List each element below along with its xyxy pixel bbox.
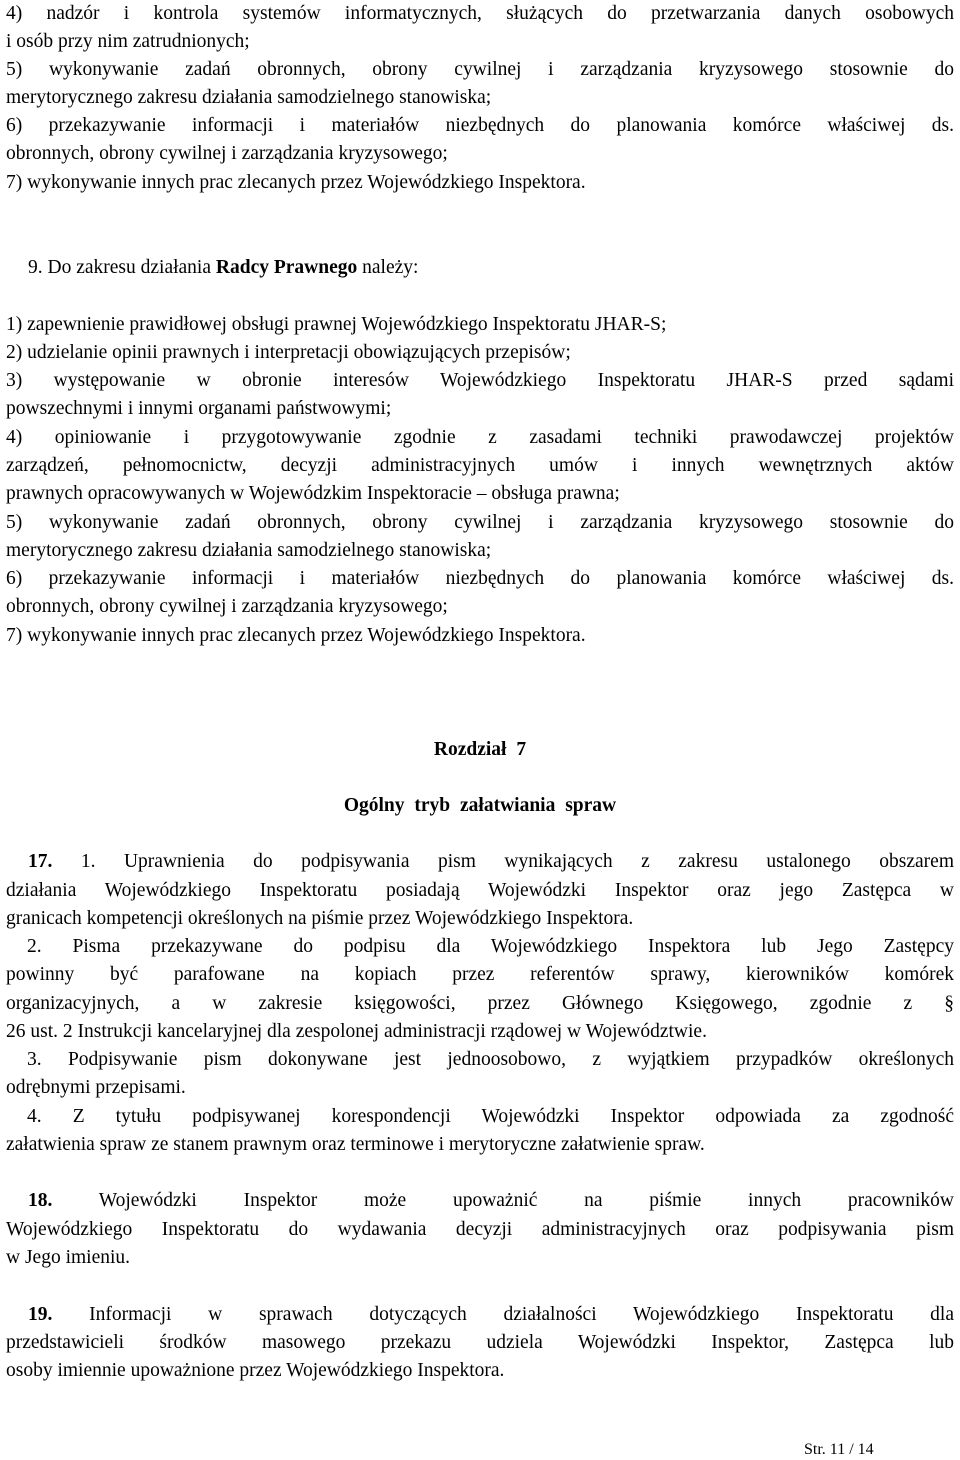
top-list-line: obronnych, obrony cywilnej i zarządzania kryzysowego; — [6, 143, 448, 164]
section-9-number: 9. — [28, 257, 43, 278]
section-17-line — [28, 848, 954, 876]
section-18-line — [28, 1187, 954, 1215]
section-19-line: przedstawicieli środków masowego przekazu udziela Wojewódzki Inspektor, Zastępca lub — [6, 1332, 954, 1353]
section-9-line: 4) opiniowanie i przygotowywanie zgodnie z zasadami techniki prawodawczej projektów — [6, 427, 954, 448]
section-9-line: obronnych, obrony cywilnej i zarządzania kryzysowego; — [6, 596, 448, 617]
section-18-number: 18. — [28, 1190, 53, 1211]
section-17-number: 17. — [28, 851, 53, 872]
section-19-line: osoby imiennie upoważnione przez Wojewódzkiego Inspektora. — [6, 1360, 505, 1381]
section-9-line: 6) przekazywanie informacji i materiałów niezbędnych do planowania komórce właściwej ds. — [6, 568, 954, 589]
section-9-intro: Do zakresu działania — [42, 257, 216, 278]
section-19-line — [28, 1301, 954, 1329]
section-17-line: 3. Podpisywanie pism dokonywane jest jednoosobowo, z wyjątkiem przypadków określonych — [27, 1049, 954, 1070]
section-9-role: Radcy Prawnego — [215, 257, 358, 278]
top-list-line: i osób przy nim zatrudnionych; — [6, 31, 250, 52]
top-list-line: 7) wykonywanie innych prac zlecanych przez Wojewódzkiego Inspektora. — [6, 172, 586, 193]
section-9-line: 2) udzielanie opinii prawnych i interpretacji obowiązujących przepisów; — [6, 342, 571, 363]
section-17-text: 1. Uprawnienia do podpisywania pism wynikających z zakresu ustalonego obszarem — [52, 851, 954, 872]
page-number: Str. 11 / 14 — [804, 1441, 874, 1458]
section-17-line: 26 ust. 2 Instrukcji kancelaryjnej dla zespolonej administracji rządowej w Województwie. — [6, 1021, 707, 1042]
section-17-line: granicach kompetencji określonych na piśmie przez Wojewódzkiego Inspektora. — [6, 908, 634, 929]
section-9-line: zarządzeń, pełnomocnictw, decyzji administracyjnych umów i innych wewnętrznych aktów — [6, 455, 954, 476]
section-9-heading — [28, 254, 954, 282]
section-17-line: organizacyjnych, a w zakresie księgowości, przez Głównego Księgowego, zgodnie z § — [6, 993, 954, 1014]
section-18-text: Wojewódzki Inspektor może upoważnić na piśmie innych pracowników — [52, 1190, 954, 1211]
top-list-line: 6) przekazywanie informacji i materiałów niezbędnych do planowania komórce właściwej ds. — [6, 115, 954, 136]
section-9-line: powszechnymi i innymi organami państwowymi; — [6, 398, 392, 419]
section-18-line: w Jego imieniu. — [6, 1247, 131, 1268]
section-18-line: Wojewódzkiego Inspektoratu do wydawania decyzji administracyjnych oraz podpisywania pism — [6, 1219, 954, 1240]
section-9-line: 7) wykonywanie innych prac zlecanych przez Wojewódzkiego Inspektora. — [6, 625, 586, 646]
section-9-line: 1) zapewnienie prawidłowej obsługi prawnej Wojewódzkiego Inspektoratu JHAR-S; — [6, 314, 667, 335]
section-9-intro-end: należy: — [357, 257, 419, 278]
section-9-line: 5) wykonywanie zadań obronnych, obrony cywilnej i zarządzania kryzysowego stosownie do — [6, 512, 954, 533]
section-9-line: prawnych opracowywanych w Wojewódzkim Inspektoracie – obsługa prawna; — [6, 483, 620, 504]
section-17-line: odrębnymi przepisami. — [6, 1077, 186, 1098]
top-list-line: 4) nadzór i kontrola systemów informatycznych, służących do przetwarzania danych osobowych — [6, 3, 954, 24]
section-17-line: załatwienia spraw ze stanem prawnym oraz terminowe i merytoryczne załatwienie spraw. — [6, 1134, 705, 1155]
section-19-text: Informacji w sprawach dotyczących działalności Wojewódzkiego Inspektoratu dla — [52, 1304, 954, 1325]
section-19-number: 19. — [28, 1304, 53, 1325]
chapter-title: Rozdział 7 — [433, 739, 527, 760]
section-9-line: merytorycznego zakresu działania samodzielnego stanowiska; — [6, 540, 492, 561]
section-17-line: działania Wojewódzkiego Inspektoratu posiadają Wojewódzki Inspektor oraz jego Zastępca w — [6, 880, 954, 901]
section-17-line: powinny być parafowane na kopiach przez referentów sprawy, kierowników komórek — [6, 964, 954, 985]
chapter-subtitle: Ogólny tryb załatwiania spraw — [343, 795, 617, 816]
section-17-line: 2. Pisma przekazywane do podpisu dla Wojewódzkiego Inspektora lub Jego Zastępcy — [27, 936, 954, 957]
top-list-line: 5) wykonywanie zadań obronnych, obrony cywilnej i zarządzania kryzysowego stosownie do — [6, 59, 954, 80]
top-list-line: merytorycznego zakresu działania samodzielnego stanowiska; — [6, 87, 492, 108]
section-17-line: 4. Z tytułu podpisywanej korespondencji Wojewódzki Inspektor odpowiada za zgodność — [27, 1106, 954, 1127]
section-9-line: 3) występowanie w obronie interesów Wojewódzkiego Inspektoratu JHAR-S przed sądami — [6, 370, 954, 391]
